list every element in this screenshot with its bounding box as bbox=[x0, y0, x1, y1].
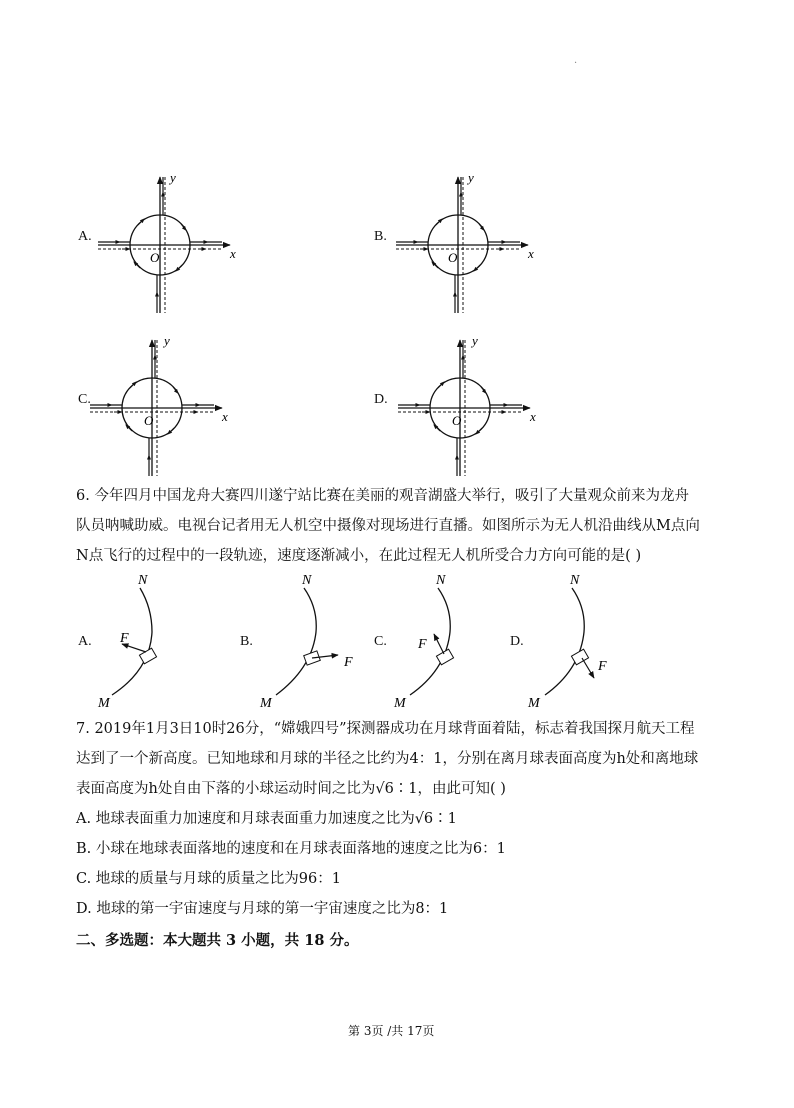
q5-d-origin-label: O bbox=[452, 413, 462, 428]
q6-option-b-label[interactable]: B. bbox=[240, 634, 253, 649]
q5-a-y-label: y bbox=[170, 170, 176, 185]
q5-c-origin-label: O bbox=[144, 413, 154, 428]
q6-b-diagram bbox=[276, 588, 338, 695]
q7-line-1: 7. 2019年1月3日10时26分，“嫦娥四号”探测器成功在月球背面着陆，标志着我国探月航天工程 bbox=[76, 721, 695, 737]
q6-b-n-label: N bbox=[302, 573, 312, 588]
q6-line-2: 队员呐喊助威。电视台记者用无人机空中摄像对现场进行直播。如图所示为无人机沿曲线从M点向 bbox=[76, 518, 700, 534]
page-footer: 第 3页 /共 17页 bbox=[348, 1024, 435, 1038]
q6-b-f-label: F bbox=[344, 655, 353, 670]
q5-b-y-label: y bbox=[468, 170, 474, 185]
q5-option-b-label[interactable]: B. bbox=[374, 229, 387, 244]
q6-d-m-label: M bbox=[528, 696, 540, 710]
q5-option-c-label[interactable]: C. bbox=[78, 392, 91, 407]
q6-a-m-label: M bbox=[98, 696, 110, 710]
q5-b-origin-label: O bbox=[448, 250, 458, 265]
q6-option-d-label[interactable]: D. bbox=[510, 634, 524, 649]
q5-c-x-label: x bbox=[222, 409, 228, 424]
section-heading-multi-choice: 二、多选题：本大题共 3 小题，共 18 分。 bbox=[76, 932, 359, 949]
q6-option-c-label[interactable]: C. bbox=[374, 634, 387, 649]
q5-a-origin-label: O bbox=[150, 250, 160, 265]
q7-line-3: 表面高度为h处自由下落的小球运动时间之比为√6∶1，由此可知( ) bbox=[76, 781, 506, 797]
q7-line-2: 达到了一个新高度。已知地球和月球的半径之比约为4：1，分别在离月球表面高度为h处和离地球 bbox=[76, 751, 699, 767]
q5-c-y-label: y bbox=[164, 333, 170, 348]
q7-option-d[interactable]: D. 地球的第一宇宙速度与月球的第一宇宙速度之比为8：1 bbox=[76, 901, 449, 917]
q6-option-a-label[interactable]: A. bbox=[78, 634, 92, 649]
q6-c-m-label: M bbox=[394, 696, 406, 710]
q5-diagrams bbox=[0, 0, 794, 480]
q6-c-n-label: N bbox=[436, 573, 446, 588]
q5-option-a-label[interactable]: A. bbox=[78, 229, 92, 244]
q6-a-f-label: F bbox=[120, 631, 129, 646]
q5-d-y-label: y bbox=[472, 333, 478, 348]
q7-option-a[interactable]: A. 地球表面重力加速度和月球表面重力加速度之比为√6∶1 bbox=[76, 811, 457, 827]
q6-c-f-label: F bbox=[418, 637, 427, 652]
q6-d-n-label: N bbox=[570, 573, 580, 588]
q7-option-b[interactable]: B. 小球在地球表面落地的速度和在月球表面落地的速度之比为6：1 bbox=[76, 841, 506, 857]
q5-b-x-label: x bbox=[528, 246, 534, 261]
q6-diagrams bbox=[0, 570, 794, 710]
header-mark: · bbox=[574, 58, 578, 69]
q7-option-c[interactable]: C. 地球的质量与月球的质量之比为96：1 bbox=[76, 871, 341, 887]
q5-option-d-label[interactable]: D. bbox=[374, 392, 388, 407]
q5-a-x-label: x bbox=[230, 246, 236, 261]
q6-line-3: N点飞行的过程中的一段轨迹，速度逐渐减小，在此过程无人机所受合力方向可能的是( ) bbox=[76, 548, 642, 564]
q6-b-m-label: M bbox=[260, 696, 272, 710]
q6-d-f-label: F bbox=[598, 659, 607, 674]
q6-d-diagram bbox=[545, 588, 594, 695]
q6-c-diagram bbox=[410, 588, 454, 695]
q6-a-n-label: N bbox=[138, 573, 148, 588]
q6-a-diagram bbox=[112, 588, 157, 695]
q5-d-x-label: x bbox=[530, 409, 536, 424]
q6-line-1: 6. 今年四月中国龙舟大赛四川遂宁站比赛在美丽的观音湖盛大举行，吸引了大量观众前来为龙舟 bbox=[76, 488, 689, 504]
